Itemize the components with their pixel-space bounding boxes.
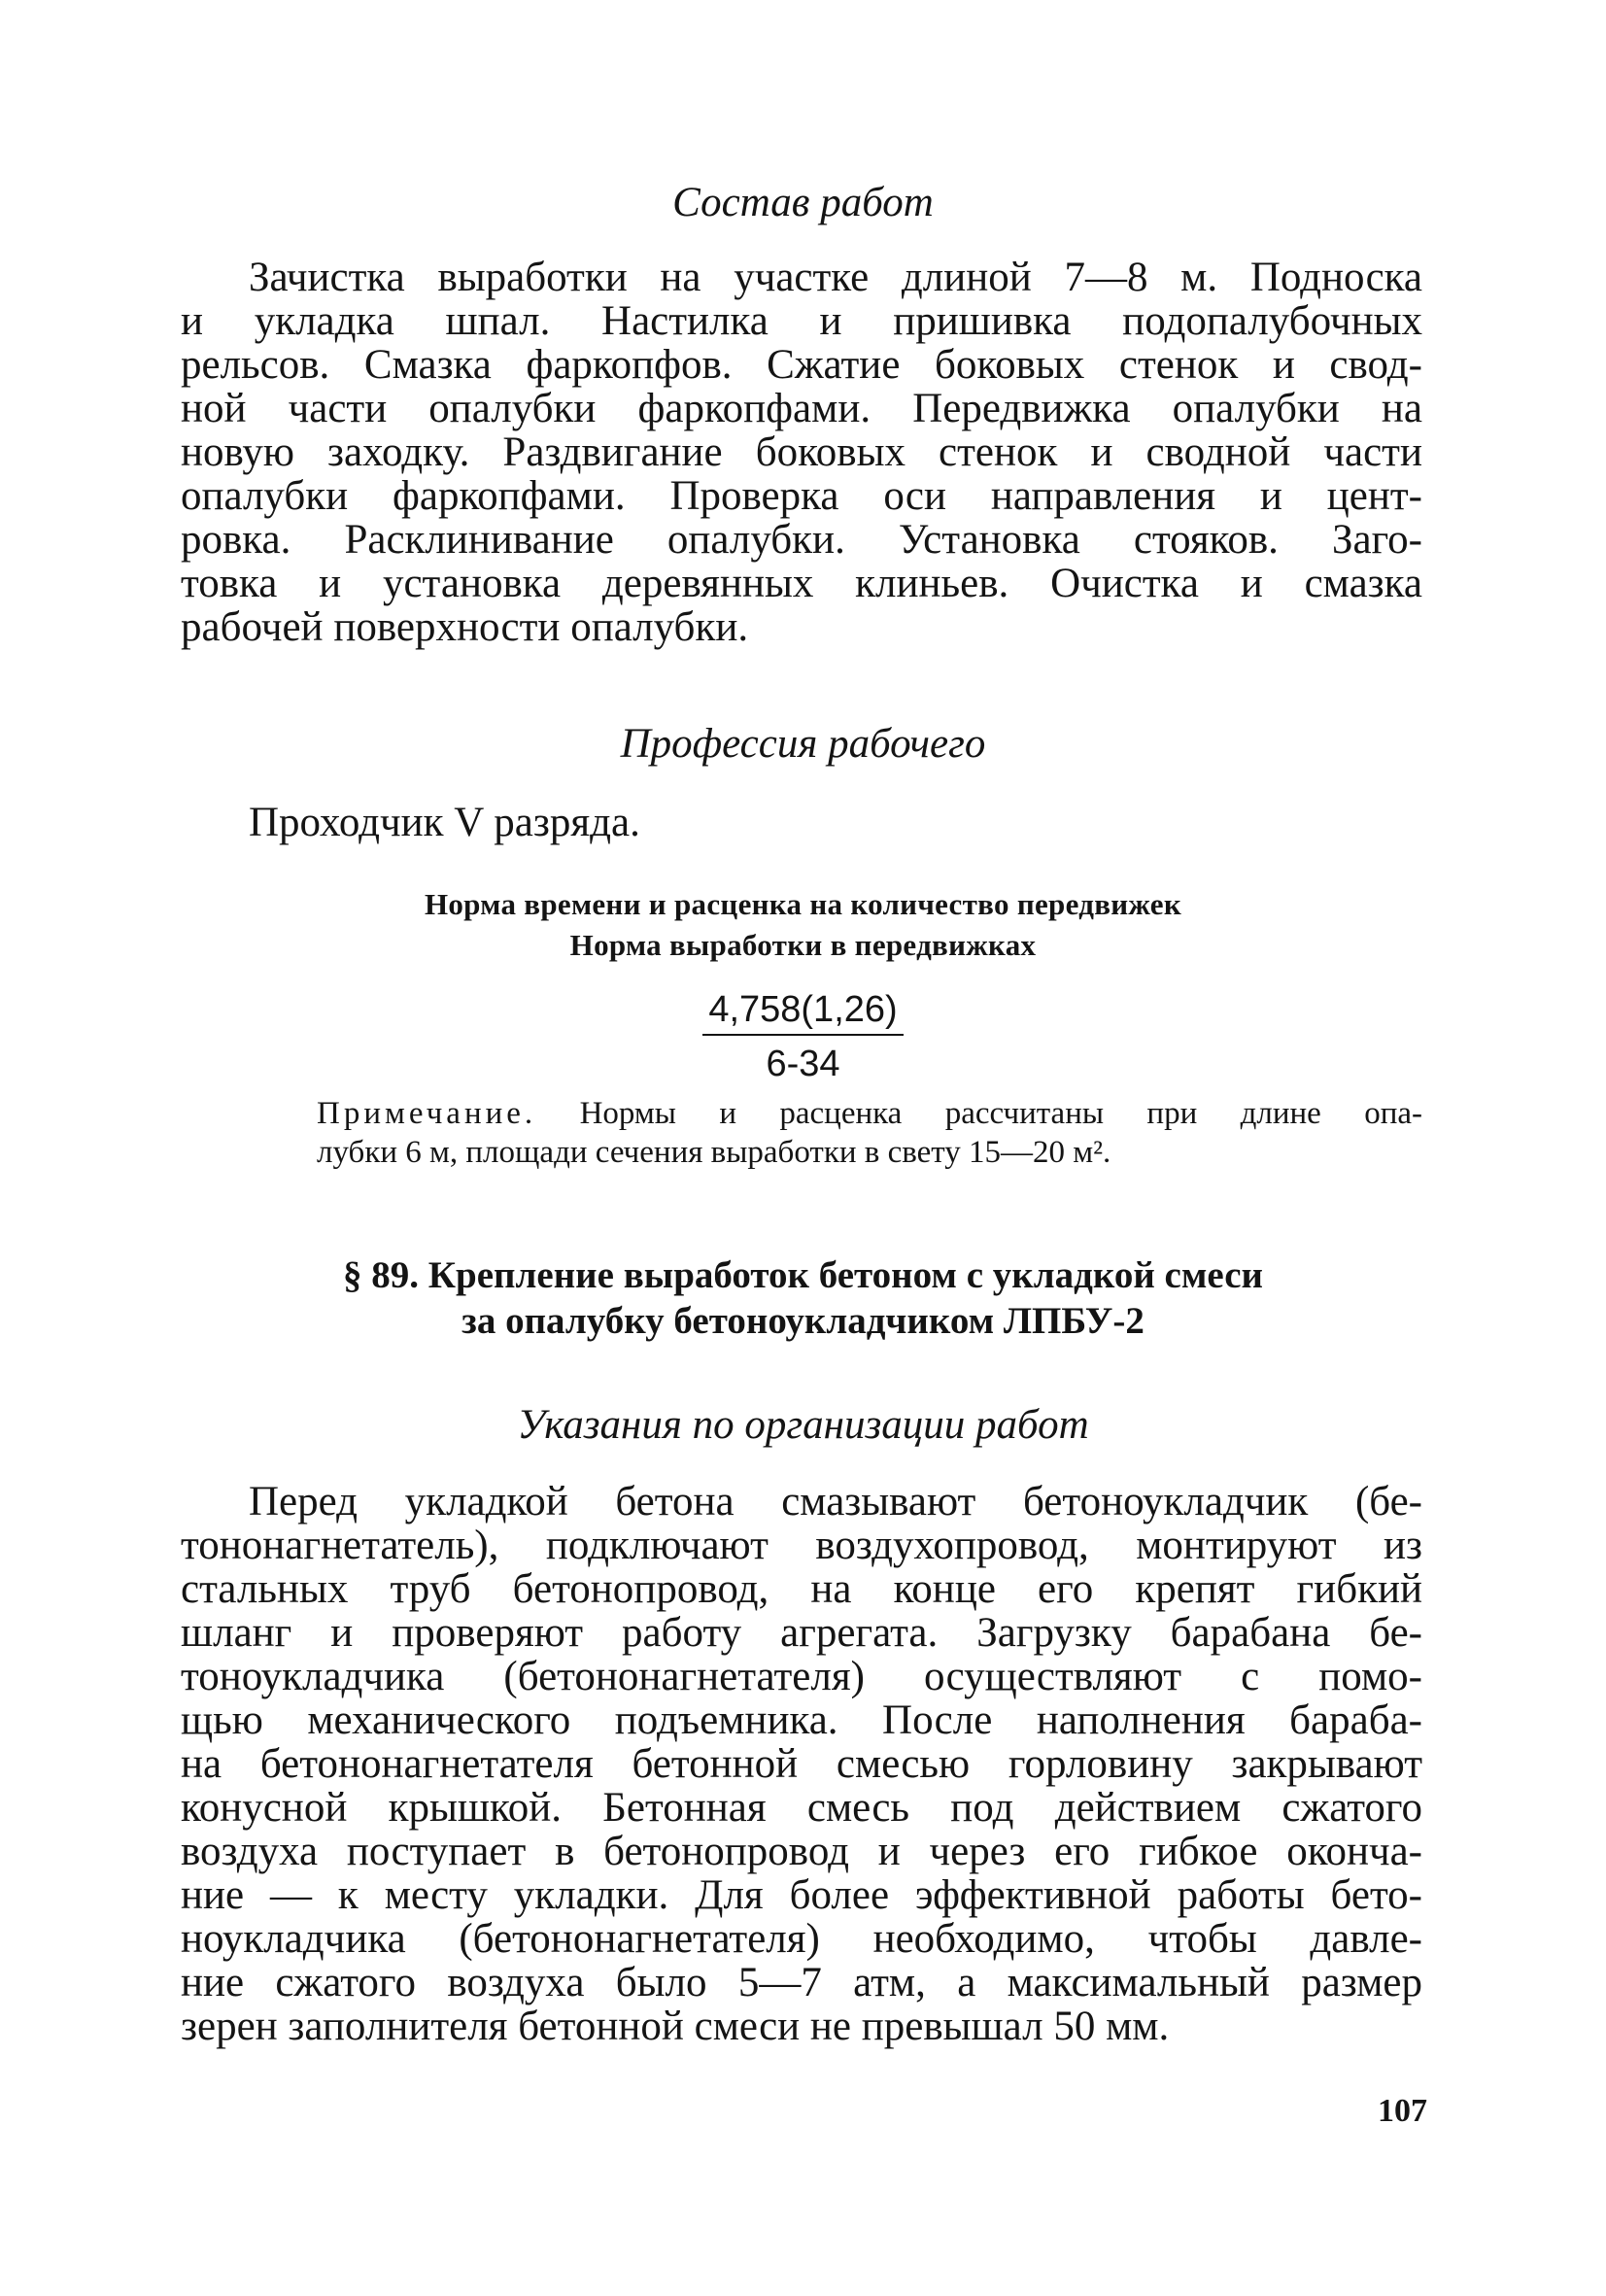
organization-line: стальных труб бетонопровод, на конце его крепят гибкий bbox=[181, 1566, 1422, 1612]
organization-line: зерен заполнителя бетонной смеси не превышал 50 мм. bbox=[181, 2004, 1170, 2049]
norm-caption-line-2: Норма выработки в передвижках bbox=[569, 928, 1037, 962]
note-text-1: Нормы и расценка рассчитаны при длине опа- bbox=[579, 1096, 1423, 1131]
composition-line: опалубки фаркопфами. Проверка оси направления и цент- bbox=[181, 473, 1422, 519]
note-label: Примечание. bbox=[317, 1096, 537, 1131]
page-number: 107 bbox=[1378, 2093, 1427, 2129]
organization-line: на бетононагнетателя бетонной смесью горловину закрывают bbox=[181, 1741, 1422, 1787]
composition-line: ной части опалубки фаркопфами. Передвижка опалубки на bbox=[181, 386, 1422, 431]
fraction-numerator: 4,758(1,26) bbox=[702, 991, 903, 1036]
organization-line: конусной крышкой. Бетонная смесь под действием сжатого bbox=[181, 1785, 1422, 1831]
composition-line: и укладка шпал. Настилка и пришивка подопалубочных bbox=[181, 298, 1422, 344]
organization-heading: Указания по организации работ bbox=[517, 1402, 1089, 1448]
composition-paragraph bbox=[181, 256, 1422, 649]
organization-line: ноукладчика (бетононагнетателя) необходимо, чтобы давле- bbox=[181, 1916, 1422, 1962]
organization-line: воздуха поступает в бетонопровод и через его гибкое оконча- bbox=[181, 1829, 1422, 1874]
profession-text: Проходчик V разряда. bbox=[249, 800, 640, 845]
organization-line: ние сжатого воздуха было 5—7 атм, а максимальный размер bbox=[181, 1960, 1422, 2005]
organization-line: ние — к месту укладки. Для более эффективной работы бето- bbox=[181, 1872, 1422, 1918]
composition-line: новую заходку. Раздвигание боковых стенок и сводной части bbox=[181, 429, 1422, 475]
organization-line: тононагнетатель), подключают воздухопровод, монтируют из bbox=[181, 1523, 1422, 1568]
profession-heading: Профессия рабочего bbox=[620, 721, 986, 767]
organization-paragraph bbox=[181, 1480, 1422, 2048]
organization-line: тоноукладчика (бетононагнетателя) осуществляют с помо- bbox=[181, 1654, 1422, 1699]
note bbox=[317, 1094, 1422, 1172]
norm-fraction bbox=[0, 991, 1606, 1085]
organization-line: шланг и проверяют работу агрегата. Загрузку барабана бе- bbox=[181, 1610, 1422, 1656]
note-line-1 bbox=[317, 1094, 1422, 1133]
fraction-denominator: 6-34 bbox=[766, 1044, 840, 1084]
note-line-2: лубки 6 м, площади сечения выработки в свету 15—20 м². bbox=[317, 1135, 1111, 1170]
composition-line: товка и установка деревянных клиньев. Очистка и смазка bbox=[181, 561, 1422, 606]
composition-line: Зачистка выработки на участке длиной 7—8 м. Подноска bbox=[249, 255, 1422, 300]
composition-line: рельсов. Смазка фаркопфов. Сжатие боковых стенок и свод- bbox=[181, 342, 1422, 388]
section-title-line-1: § 89. Крепление выработок бетоном с укладкой смеси bbox=[343, 1254, 1263, 1296]
organization-line: Перед укладкой бетона смазывают бетоноукладчик (бе- bbox=[249, 1479, 1422, 1525]
section-title-line-2: за опалубку бетоноукладчиком ЛПБУ-2 bbox=[461, 1300, 1145, 1342]
organization-line: щью механического подъемника. После наполнения бараба- bbox=[181, 1697, 1422, 1743]
composition-line: рабочей поверхности опалубки. bbox=[181, 604, 749, 650]
norm-caption-line-1: Норма времени и расценка на количество передвижек bbox=[424, 887, 1182, 921]
composition-line: ровка. Расклинивание опалубки. Установка стояков. Заго- bbox=[181, 517, 1422, 563]
composition-heading: Состав работ bbox=[672, 180, 934, 225]
